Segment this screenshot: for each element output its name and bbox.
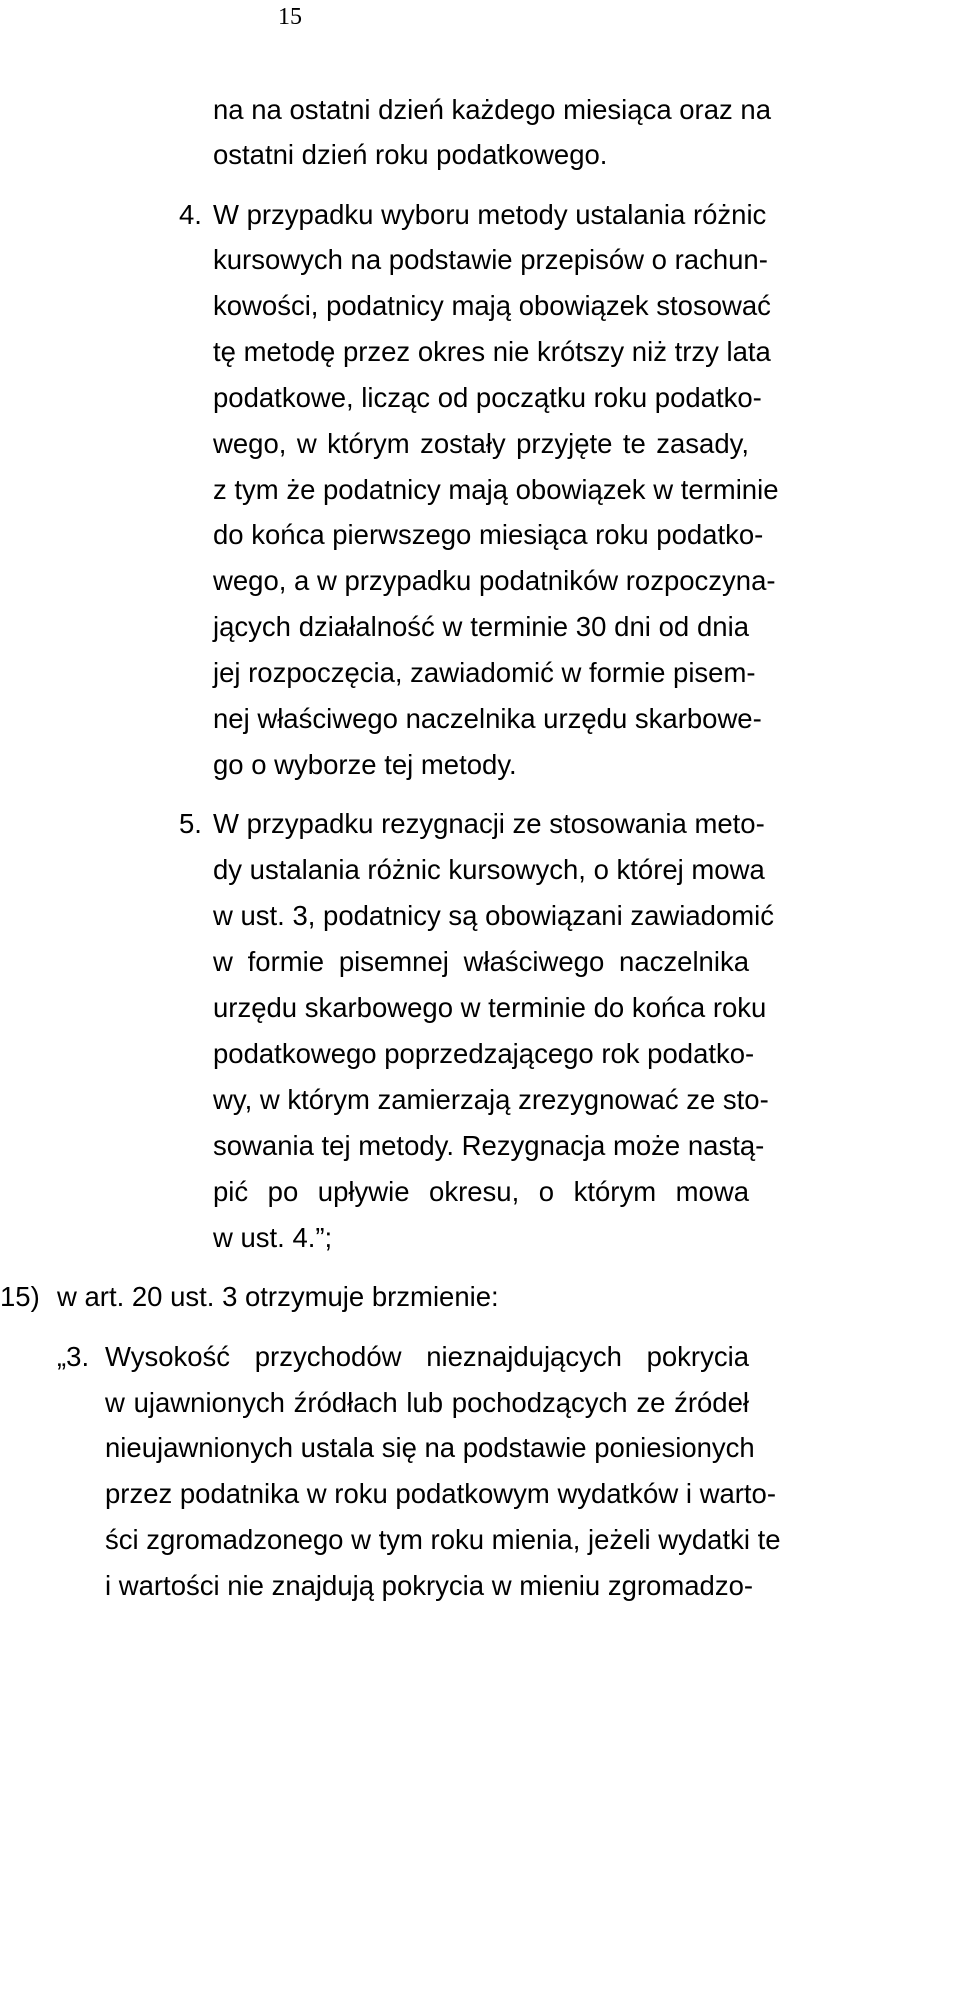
text-line: urzędu skarbowego w terminie do końca roku	[213, 992, 767, 1023]
text-line: w ujawnionych źródłach lub pochodzących ze źródeł	[105, 1387, 749, 1418]
text-line: dy ustalania różnic kursowych, o której mowa	[213, 854, 765, 885]
text-line: kowości, podatnicy mają obowiązek stosować	[213, 290, 771, 321]
text-line: w art. 20 ust. 3 otrzymuje brzmienie:	[57, 1281, 499, 1312]
text-line: tę metodę przez okres nie krótszy niż trzy lata	[213, 336, 771, 367]
page-number: 15	[278, 4, 302, 30]
text-line: W przypadku wyboru metody ustalania różnic	[213, 199, 767, 230]
text-line: podatkowe, licząc od początku roku podatko-	[213, 382, 762, 413]
text-line: w formie pisemnej właściwego naczelnika	[213, 946, 749, 977]
quote-number: „3.	[57, 1341, 90, 1372]
text-line: z tym że podatnicy mają obowiązek w terminie	[213, 474, 779, 505]
text-line: nieujawnionych ustala się na podstawie poniesionych	[105, 1432, 755, 1463]
paragraph-number: 4.	[179, 199, 202, 230]
text-line: ostatni dzień roku podatkowego.	[213, 139, 608, 170]
text-line: wy, w którym zamierzają zrezygnować ze sto-	[213, 1084, 769, 1115]
text-line: kursowych na podstawie przepisów o rachun-	[213, 244, 768, 275]
text-line: przez podatnika w roku podatkowym wydatków i warto-	[105, 1478, 776, 1509]
text-line: na na ostatni dzień każdego miesiąca oraz na	[213, 94, 771, 125]
text-line: i wartości nie znajdują pokrycia w mieniu zgromadzo-	[105, 1570, 754, 1601]
text-line: sowania tej metody. Rezygnacja może nastą-	[213, 1130, 765, 1161]
text-line: wego, a w przypadku podatników rozpoczyna-	[213, 565, 776, 596]
text-line: Wysokość przychodów nieznajdujących pokrycia	[105, 1341, 749, 1372]
text-line: ści zgromadzonego w tym roku mienia, jeżeli wydatki te	[105, 1524, 781, 1555]
text-line: go o wyborze tej metody.	[213, 749, 517, 780]
text-line: pić po upływie okresu, o którym mowa	[213, 1176, 749, 1207]
text-line: do końca pierwszego miesiąca roku podatko-	[213, 519, 764, 550]
text-line: W przypadku rezygnacji ze stosowania meto-	[213, 808, 765, 839]
text-line: jących działalność w terminie 30 dni od dnia	[213, 611, 749, 642]
item-number: 15)	[0, 1281, 40, 1312]
text-line: w ust. 3, podatnicy są obowiązani zawiadomić	[213, 900, 774, 931]
text-line: jej rozpoczęcia, zawiadomić w formie pisem-	[213, 657, 756, 688]
text-line: w ust. 4.”;	[213, 1222, 333, 1253]
paragraph-number: 5.	[179, 808, 202, 839]
text-line: wego, w którym zostały przyjęte te zasady,	[213, 428, 749, 459]
text-line: podatkowego poprzedzającego rok podatko-	[213, 1038, 755, 1069]
text-line: nej właściwego naczelnika urzędu skarbowe-	[213, 703, 762, 734]
